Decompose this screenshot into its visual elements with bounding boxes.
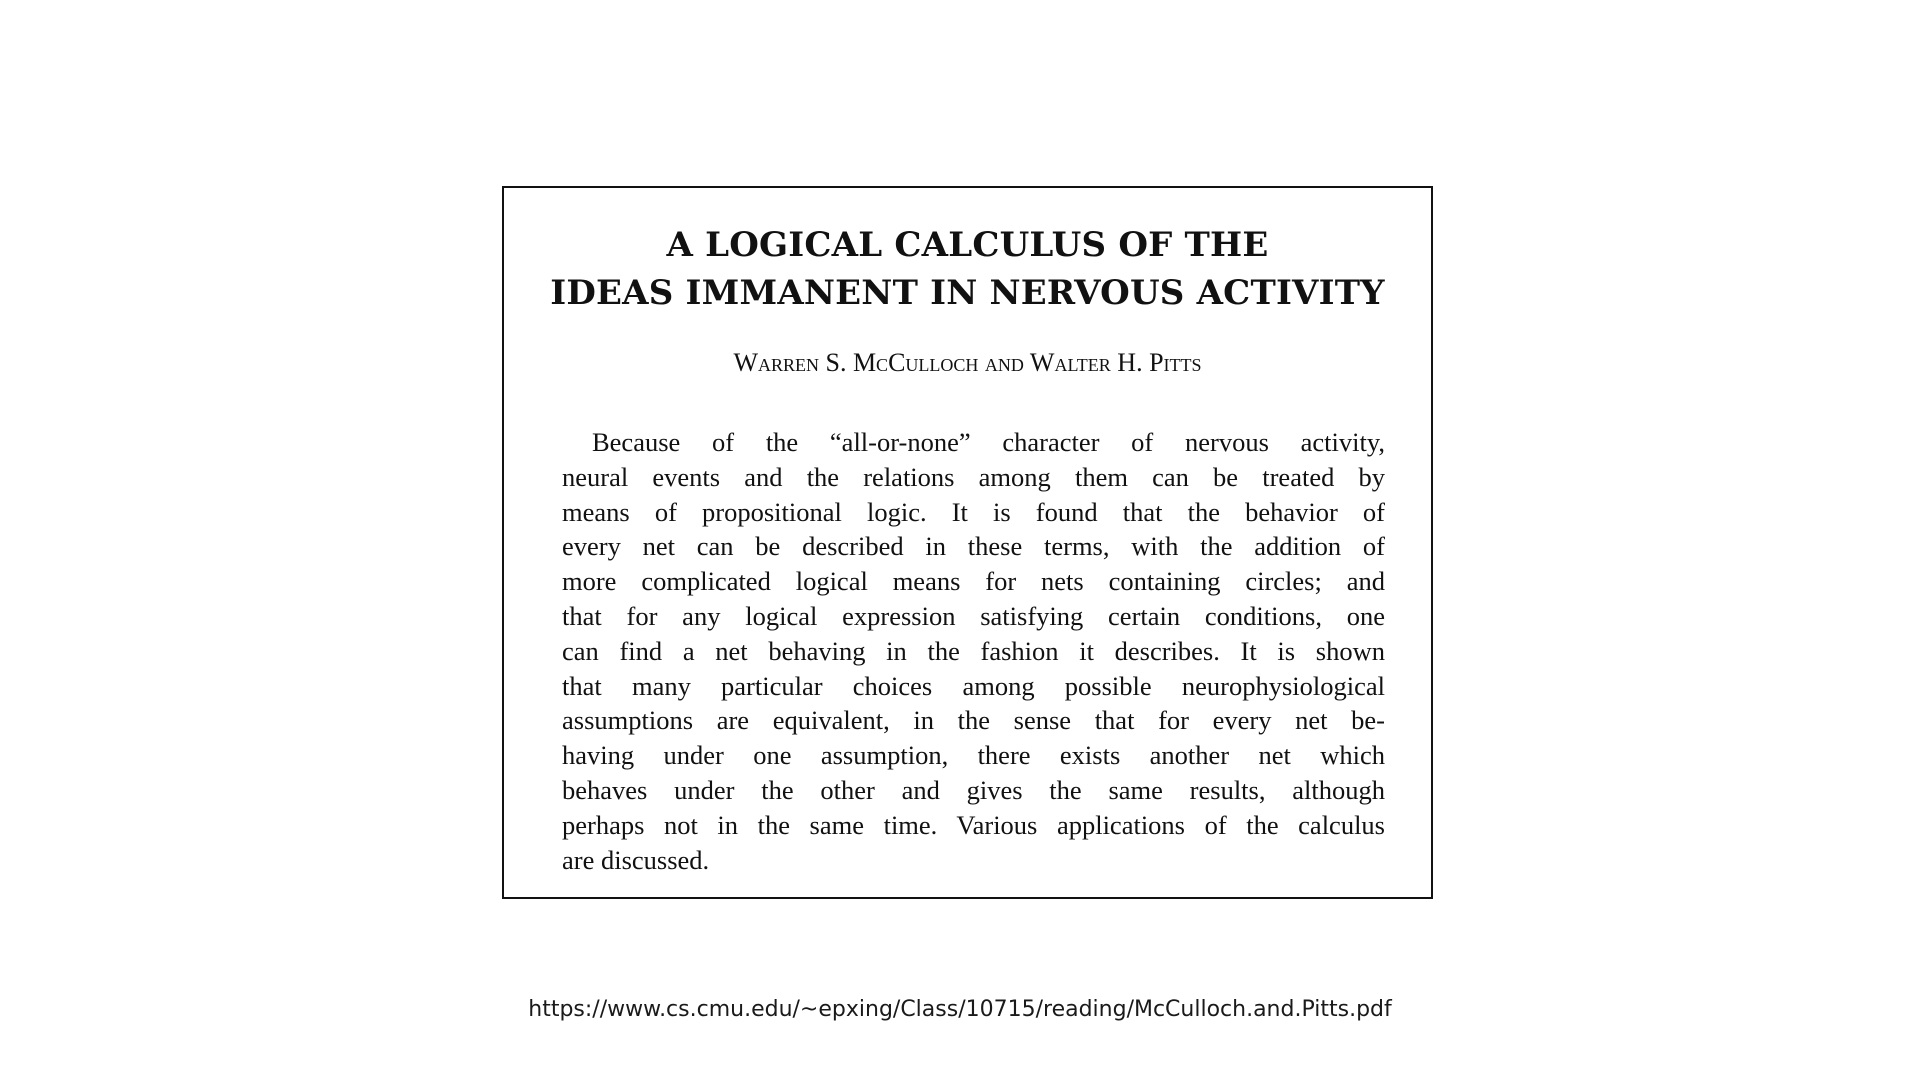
paper-abstract xyxy=(562,425,1385,877)
source-url: https://www.cs.cmu.edu/~epxing/Class/10715/reading/McCulloch.and.Pitts.pdf xyxy=(528,997,1392,1022)
abstract-line: more complicated logical means for nets containing circles; and xyxy=(562,566,1385,597)
abstract-line: behaves under the other and gives the same results, although xyxy=(562,774,1385,805)
paper-authors: Warren S. McCulloch and Walter H. Pitts xyxy=(733,348,1202,377)
paper-title xyxy=(504,221,1431,317)
abstract-line: are discussed. xyxy=(562,844,710,875)
abstract-line: assumptions are equivalent, in the sense that for every net be- xyxy=(562,705,1385,736)
paper-title-line-2: IDEAS IMMANENT IN NERVOUS ACTIVITY xyxy=(550,273,1385,313)
paper-title-line-1: A LOGICAL CALCULUS OF THE xyxy=(666,225,1269,265)
abstract-line: every net can be described in these terms, with the addition of xyxy=(562,531,1385,562)
abstract-line: that many particular choices among possible neurophysiological xyxy=(562,670,1385,701)
abstract-line: Because of the “all-or-none” character of nervous activity, xyxy=(592,427,1385,457)
abstract-line: can find a net behaving in the fashion it describes. It is shown xyxy=(562,635,1385,666)
abstract-line: neural events and the relations among them can be treated by xyxy=(562,461,1385,492)
abstract-line: that for any logical expression satisfying certain conditions, one xyxy=(562,600,1385,631)
abstract-line: means of propositional logic. It is found that the behavior of xyxy=(562,496,1385,527)
paper-excerpt xyxy=(502,186,1433,899)
abstract-line: perhaps not in the same time. Various applications of the calculus xyxy=(562,809,1385,840)
abstract-line: having under one assumption, there exists another net which xyxy=(562,740,1385,771)
